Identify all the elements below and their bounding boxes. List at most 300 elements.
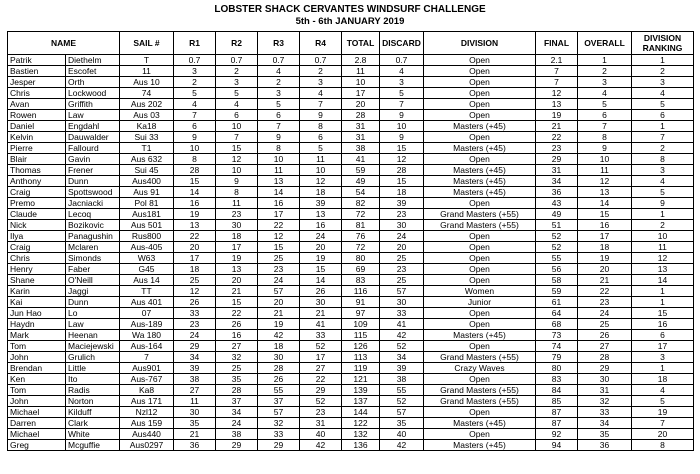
first-name-cell: Premo xyxy=(8,198,66,209)
first-name-cell: Jesper xyxy=(8,77,66,88)
r4-cell: 23 xyxy=(300,407,342,418)
total-cell: 144 xyxy=(342,407,380,418)
table-row xyxy=(8,99,694,110)
division-ranking-cell: 1 xyxy=(632,209,694,220)
r4-cell: 41 xyxy=(300,319,342,330)
division-ranking-cell: 7 xyxy=(632,418,694,429)
total-cell: 31 xyxy=(342,132,380,143)
last-name-cell: Spottswood xyxy=(66,187,120,198)
overall-cell: 13 xyxy=(578,187,632,198)
division-cell: Open xyxy=(424,264,536,275)
r4-cell: 21 xyxy=(300,308,342,319)
last-name-cell: Law xyxy=(66,319,120,330)
overall-cell: 3 xyxy=(578,77,632,88)
division-ranking-cell: 8 xyxy=(632,440,694,451)
discard-cell: 15 xyxy=(380,143,424,154)
first-name-cell: Blair xyxy=(8,154,66,165)
discard-cell: 30 xyxy=(380,220,424,231)
sail-cell: Aus 401 xyxy=(120,297,174,308)
discard-cell: 18 xyxy=(380,187,424,198)
first-name-cell: Brendan xyxy=(8,363,66,374)
r1-cell: 21 xyxy=(174,429,216,440)
discard-cell: 5 xyxy=(380,88,424,99)
table-row xyxy=(8,341,694,352)
table-row xyxy=(8,297,694,308)
sail-cell: Aus 14 xyxy=(120,275,174,286)
r3-cell: 20 xyxy=(258,297,300,308)
r4-cell: 22 xyxy=(300,374,342,385)
last-name-cell: Grulich xyxy=(66,352,120,363)
r4-cell: 13 xyxy=(300,209,342,220)
r1-cell: 2 xyxy=(174,77,216,88)
r3-cell: 29 xyxy=(258,440,300,451)
table-row xyxy=(8,440,694,451)
total-cell: 83 xyxy=(342,275,380,286)
sail-cell: Ka18 xyxy=(120,121,174,132)
table-row xyxy=(8,308,694,319)
total-cell: 59 xyxy=(342,165,380,176)
division-cell: Masters (+45) xyxy=(424,187,536,198)
r3-cell: 17 xyxy=(258,209,300,220)
r1-cell: 15 xyxy=(174,176,216,187)
division-cell: Crazy Waves xyxy=(424,363,536,374)
r1-cell: 35 xyxy=(174,418,216,429)
total-cell: 116 xyxy=(342,286,380,297)
division-cell: Grand Masters (+55) xyxy=(424,352,536,363)
results-title: LOBSTER SHACK CERVANTES WINDSURF CHALLENGE xyxy=(214,4,486,15)
r4-cell: 40 xyxy=(300,429,342,440)
discard-cell: 52 xyxy=(380,396,424,407)
results-body xyxy=(8,55,694,451)
final-cell: 2.1 xyxy=(536,55,578,66)
r1-cell: 33 xyxy=(174,308,216,319)
r2-cell: 13 xyxy=(216,264,258,275)
last-name-cell: Mcguffie xyxy=(66,440,120,451)
sail-cell: T1 xyxy=(120,143,174,154)
header-r2: R2 xyxy=(216,32,258,55)
sail-cell: Aus400 xyxy=(120,176,174,187)
r1-cell: 30 xyxy=(174,407,216,418)
sail-cell: Aus 159 xyxy=(120,418,174,429)
division-cell: Masters (+45) xyxy=(424,121,536,132)
final-cell: 12 xyxy=(536,88,578,99)
division-ranking-cell: 1 xyxy=(632,55,694,66)
r4-cell: 10 xyxy=(300,165,342,176)
r2-cell: 9 xyxy=(216,176,258,187)
table-row xyxy=(8,165,694,176)
sail-cell: Aus 632 xyxy=(120,154,174,165)
discard-cell: 23 xyxy=(380,264,424,275)
last-name-cell: Bozikovic xyxy=(66,220,120,231)
discard-cell: 25 xyxy=(380,275,424,286)
r4-cell: 24 xyxy=(300,231,342,242)
final-cell: 83 xyxy=(536,374,578,385)
r4-cell: 18 xyxy=(300,187,342,198)
final-cell: 64 xyxy=(536,308,578,319)
r4-cell: 14 xyxy=(300,275,342,286)
r1-cell: 0.7 xyxy=(174,55,216,66)
last-name-cell: Little xyxy=(66,363,120,374)
r2-cell: 3 xyxy=(216,77,258,88)
r1-cell: 7 xyxy=(174,110,216,121)
division-cell: Open xyxy=(424,374,536,385)
division-ranking-cell: 6 xyxy=(632,330,694,341)
last-name-cell: Maciejewski xyxy=(66,341,120,352)
discard-cell: 34 xyxy=(380,352,424,363)
r2-cell: 22 xyxy=(216,308,258,319)
r2-cell: 19 xyxy=(216,253,258,264)
division-ranking-cell: 5 xyxy=(632,187,694,198)
r1-cell: 17 xyxy=(174,253,216,264)
last-name-cell: Escofet xyxy=(66,66,120,77)
r4-cell: 52 xyxy=(300,341,342,352)
r3-cell: 57 xyxy=(258,286,300,297)
table-row xyxy=(8,209,694,220)
last-name-cell: Jaggi xyxy=(66,286,120,297)
division-ranking-cell: 2 xyxy=(632,220,694,231)
r4-cell: 42 xyxy=(300,440,342,451)
total-cell: 72 xyxy=(342,209,380,220)
final-cell: 85 xyxy=(536,396,578,407)
r3-cell: 2 xyxy=(258,77,300,88)
r3-cell: 57 xyxy=(258,407,300,418)
table-row xyxy=(8,231,694,242)
last-name-cell: Frener xyxy=(66,165,120,176)
division-ranking-cell: 10 xyxy=(632,231,694,242)
overall-cell: 24 xyxy=(578,308,632,319)
r3-cell: 22 xyxy=(258,220,300,231)
overall-cell: 34 xyxy=(578,418,632,429)
header-r4: R4 xyxy=(300,32,342,55)
division-ranking-cell: 2 xyxy=(632,143,694,154)
division-ranking-cell: 1 xyxy=(632,363,694,374)
discard-cell: 9 xyxy=(380,110,424,121)
final-cell: 68 xyxy=(536,319,578,330)
total-cell: 91 xyxy=(342,297,380,308)
last-name-cell: Lecoq xyxy=(66,209,120,220)
first-name-cell: Darren xyxy=(8,418,66,429)
division-cell: Open xyxy=(424,275,536,286)
final-cell: 59 xyxy=(536,286,578,297)
last-name-cell: Dunn xyxy=(66,297,120,308)
r1-cell: 26 xyxy=(174,297,216,308)
total-cell: 97 xyxy=(342,308,380,319)
r1-cell: 3 xyxy=(174,66,216,77)
r3-cell: 13 xyxy=(258,176,300,187)
r2-cell: 21 xyxy=(216,286,258,297)
first-name-cell: Ilya xyxy=(8,231,66,242)
final-cell: 94 xyxy=(536,440,578,451)
division-ranking-cell: 9 xyxy=(632,198,694,209)
last-name-cell: Mclaren xyxy=(66,242,120,253)
final-cell: 87 xyxy=(536,407,578,418)
r2-cell: 12 xyxy=(216,154,258,165)
r2-cell: 29 xyxy=(216,440,258,451)
discard-cell: 3 xyxy=(380,77,424,88)
r1-cell: 11 xyxy=(174,396,216,407)
discard-cell: 15 xyxy=(380,176,424,187)
division-ranking-cell: 12 xyxy=(632,253,694,264)
total-cell: 81 xyxy=(342,220,380,231)
division-cell: Open xyxy=(424,66,536,77)
table-row xyxy=(8,352,694,363)
overall-cell: 27 xyxy=(578,341,632,352)
last-name-cell: Faber xyxy=(66,264,120,275)
sail-cell: Aus 10 xyxy=(120,77,174,88)
division-cell: Junior xyxy=(424,297,536,308)
r1-cell: 8 xyxy=(174,154,216,165)
r2-cell: 26 xyxy=(216,319,258,330)
division-cell: Women xyxy=(424,286,536,297)
r2-cell: 16 xyxy=(216,330,258,341)
r4-cell: 26 xyxy=(300,286,342,297)
r3-cell: 14 xyxy=(258,187,300,198)
r4-cell: 7 xyxy=(300,99,342,110)
table-row xyxy=(8,132,694,143)
division-cell: Open xyxy=(424,154,536,165)
division-ranking-cell: 5 xyxy=(632,99,694,110)
last-name-cell: Lockwood xyxy=(66,88,120,99)
results-table xyxy=(7,31,694,451)
r1-cell: 14 xyxy=(174,187,216,198)
final-cell: 74 xyxy=(536,341,578,352)
r1-cell: 25 xyxy=(174,275,216,286)
overall-cell: 22 xyxy=(578,286,632,297)
overall-cell: 17 xyxy=(578,231,632,242)
division-cell: Grand Masters (+55) xyxy=(424,385,536,396)
division-cell: Grand Masters (+55) xyxy=(424,396,536,407)
sail-cell: Nzl12 xyxy=(120,407,174,418)
final-cell: 52 xyxy=(536,242,578,253)
table-row xyxy=(8,154,694,165)
r3-cell: 19 xyxy=(258,319,300,330)
final-cell: 56 xyxy=(536,264,578,275)
r4-cell: 33 xyxy=(300,330,342,341)
first-name-cell: Michael xyxy=(8,429,66,440)
division-ranking-cell: 1 xyxy=(632,121,694,132)
last-name-cell: Gavin xyxy=(66,154,120,165)
overall-cell: 2 xyxy=(578,66,632,77)
last-name-cell: Orth xyxy=(66,77,120,88)
table-row xyxy=(8,429,694,440)
r1-cell: 6 xyxy=(174,121,216,132)
r1-cell: 12 xyxy=(174,286,216,297)
last-name-cell: Jacniacki xyxy=(66,198,120,209)
sail-cell: Aus901 xyxy=(120,363,174,374)
first-name-cell: Jun Hao xyxy=(8,308,66,319)
table-row xyxy=(8,330,694,341)
division-ranking-cell: 20 xyxy=(632,429,694,440)
r4-cell: 20 xyxy=(300,242,342,253)
first-name-cell: John xyxy=(8,396,66,407)
division-ranking-cell: 5 xyxy=(632,396,694,407)
division-ranking-cell: 2 xyxy=(632,66,694,77)
division-ranking-cell: 6 xyxy=(632,110,694,121)
final-cell: 51 xyxy=(536,220,578,231)
final-cell: 52 xyxy=(536,231,578,242)
division-cell: Masters (+45) xyxy=(424,418,536,429)
header-r1: R1 xyxy=(174,32,216,55)
sail-cell: T xyxy=(120,55,174,66)
sail-cell: Aus 91 xyxy=(120,187,174,198)
r4-cell: 29 xyxy=(300,385,342,396)
r4-cell: 12 xyxy=(300,176,342,187)
first-name-cell: Chris xyxy=(8,88,66,99)
r2-cell: 27 xyxy=(216,341,258,352)
table-row xyxy=(8,264,694,275)
division-cell: Open xyxy=(424,99,536,110)
overall-cell: 28 xyxy=(578,352,632,363)
r3-cell: 8 xyxy=(258,143,300,154)
overall-cell: 9 xyxy=(578,143,632,154)
r3-cell: 6 xyxy=(258,110,300,121)
discard-cell: 55 xyxy=(380,385,424,396)
total-cell: 109 xyxy=(342,319,380,330)
r1-cell: 39 xyxy=(174,363,216,374)
division-ranking-cell: 15 xyxy=(632,308,694,319)
table-row xyxy=(8,286,694,297)
r2-cell: 4 xyxy=(216,99,258,110)
division-cell: Open xyxy=(424,319,536,330)
division-cell: Masters (+45) xyxy=(424,440,536,451)
r2-cell: 5 xyxy=(216,88,258,99)
r3-cell: 37 xyxy=(258,396,300,407)
r2-cell: 15 xyxy=(216,297,258,308)
first-name-cell: Craig xyxy=(8,187,66,198)
r1-cell: 13 xyxy=(174,220,216,231)
discard-cell: 42 xyxy=(380,440,424,451)
overall-cell: 11 xyxy=(578,165,632,176)
first-name-cell: Haydn xyxy=(8,319,66,330)
division-cell: Grand Masters (+55) xyxy=(424,209,536,220)
discard-cell: 52 xyxy=(380,341,424,352)
overall-cell: 19 xyxy=(578,253,632,264)
sail-cell: Sui 45 xyxy=(120,165,174,176)
r2-cell: 23 xyxy=(216,209,258,220)
overall-cell: 31 xyxy=(578,385,632,396)
division-ranking-cell: 17 xyxy=(632,341,694,352)
r2-cell: 10 xyxy=(216,121,258,132)
r4-cell: 31 xyxy=(300,418,342,429)
r3-cell: 18 xyxy=(258,341,300,352)
overall-cell: 8 xyxy=(578,132,632,143)
division-cell: Open xyxy=(424,253,536,264)
last-name-cell: Kilduff xyxy=(66,407,120,418)
final-cell: 7 xyxy=(536,66,578,77)
overall-cell: 15 xyxy=(578,209,632,220)
sail-cell: Aus181 xyxy=(120,209,174,220)
division-ranking-cell: 1 xyxy=(632,297,694,308)
division-cell: Open xyxy=(424,198,536,209)
r2-cell: 11 xyxy=(216,198,258,209)
sail-cell: Aus 501 xyxy=(120,220,174,231)
last-name-cell: O'Neill xyxy=(66,275,120,286)
division-ranking-cell: 13 xyxy=(632,264,694,275)
r4-cell: 5 xyxy=(300,143,342,154)
total-cell: 121 xyxy=(342,374,380,385)
final-cell: 61 xyxy=(536,297,578,308)
last-name-cell: Dunn xyxy=(66,176,120,187)
r2-cell: 35 xyxy=(216,374,258,385)
r3-cell: 24 xyxy=(258,275,300,286)
header-division: DIVISION xyxy=(424,32,536,55)
discard-cell: 42 xyxy=(380,330,424,341)
r2-cell: 15 xyxy=(216,143,258,154)
r2-cell: 30 xyxy=(216,220,258,231)
division-cell: Open xyxy=(424,132,536,143)
final-cell: 31 xyxy=(536,165,578,176)
discard-cell: 30 xyxy=(380,297,424,308)
r1-cell: 5 xyxy=(174,88,216,99)
table-header-row xyxy=(8,32,694,55)
final-cell: 29 xyxy=(536,154,578,165)
table-row xyxy=(8,396,694,407)
total-cell: 49 xyxy=(342,176,380,187)
final-cell: 84 xyxy=(536,385,578,396)
table-row xyxy=(8,143,694,154)
overall-cell: 25 xyxy=(578,319,632,330)
overall-cell: 10 xyxy=(578,154,632,165)
first-name-cell: Avan xyxy=(8,99,66,110)
sail-cell: 11 xyxy=(120,66,174,77)
division-cell: Open xyxy=(424,242,536,253)
discard-cell: 4 xyxy=(380,66,424,77)
total-cell: 2.8 xyxy=(342,55,380,66)
r2-cell: 17 xyxy=(216,242,258,253)
division-ranking-cell: 4 xyxy=(632,385,694,396)
r2-cell: 25 xyxy=(216,363,258,374)
r3-cell: 0.7 xyxy=(258,55,300,66)
r1-cell: 9 xyxy=(174,132,216,143)
r2-cell: 34 xyxy=(216,407,258,418)
r3-cell: 7 xyxy=(258,121,300,132)
first-name-cell: Pierre xyxy=(8,143,66,154)
final-cell: 43 xyxy=(536,198,578,209)
last-name-cell: Norton xyxy=(66,396,120,407)
final-cell: 58 xyxy=(536,275,578,286)
overall-cell: 16 xyxy=(578,220,632,231)
first-name-cell: Nick xyxy=(8,220,66,231)
final-cell: 80 xyxy=(536,363,578,374)
r3-cell: 4 xyxy=(258,66,300,77)
division-cell: Open xyxy=(424,429,536,440)
total-cell: 20 xyxy=(342,99,380,110)
sail-cell: Ka8 xyxy=(120,385,174,396)
r2-cell: 8 xyxy=(216,187,258,198)
last-name-cell: Fallourd xyxy=(66,143,120,154)
sail-cell: Aus-405 xyxy=(120,242,174,253)
r1-cell: 4 xyxy=(174,99,216,110)
r3-cell: 5 xyxy=(258,99,300,110)
r4-cell: 0.7 xyxy=(300,55,342,66)
division-ranking-cell: 11 xyxy=(632,242,694,253)
division-ranking-cell: 1 xyxy=(632,286,694,297)
final-cell: 49 xyxy=(536,209,578,220)
first-name-cell: Thomas xyxy=(8,165,66,176)
r4-cell: 16 xyxy=(300,220,342,231)
table-row xyxy=(8,253,694,264)
total-cell: 28 xyxy=(342,110,380,121)
final-cell: 19 xyxy=(536,110,578,121)
first-name-cell: Claude xyxy=(8,209,66,220)
total-cell: 137 xyxy=(342,396,380,407)
discard-cell: 24 xyxy=(380,231,424,242)
discard-cell: 23 xyxy=(380,209,424,220)
total-cell: 72 xyxy=(342,242,380,253)
table-row xyxy=(8,176,694,187)
sail-cell: 74 xyxy=(120,88,174,99)
table-row xyxy=(8,77,694,88)
